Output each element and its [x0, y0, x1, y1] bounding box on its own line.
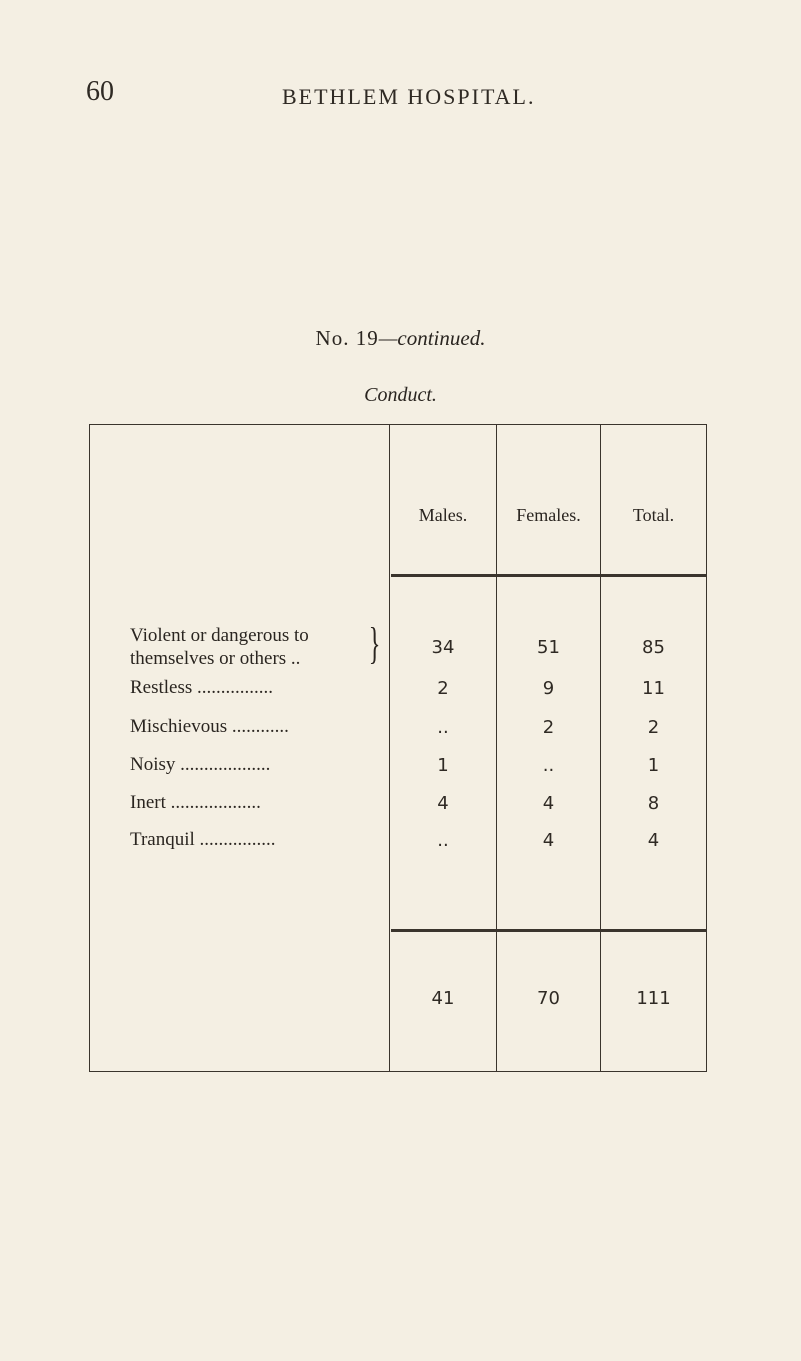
table-caption: Conduct.	[364, 384, 437, 406]
row-label-restless: Restless ................	[130, 677, 274, 698]
cell-males: ..	[437, 830, 449, 851]
row-label-violent	[130, 624, 309, 670]
table-frame-left	[89, 424, 90, 1072]
table-number-label: No. 19	[315, 326, 379, 350]
header-rule	[391, 574, 706, 577]
running-head: BETHLEM HOSPITAL.	[282, 84, 536, 109]
table-frame-top	[90, 424, 707, 425]
totals-rule	[391, 929, 706, 932]
cell-total: 4	[647, 830, 660, 851]
row-label-line: Violent or dangerous to	[130, 625, 309, 646]
cell-females: 51	[537, 637, 560, 658]
row-label-line: themselves or others ..	[130, 648, 301, 669]
cell-males: ..	[437, 717, 449, 738]
column-header-total: Total.	[632, 505, 675, 525]
cell-total: 1	[647, 755, 660, 776]
page-number: 60	[86, 76, 114, 107]
column-header-females: Females.	[516, 505, 581, 525]
table-frame-bottom	[90, 1071, 707, 1072]
total-females: 70	[537, 988, 560, 1009]
row-label-tranquil: Tranquil ................	[130, 829, 276, 850]
total-males: 41	[431, 988, 455, 1009]
cell-females: ..	[542, 755, 555, 776]
table-number	[0, 326, 801, 351]
cell-males: 4	[437, 793, 449, 814]
cell-males: 2	[437, 678, 449, 699]
column-header-males: Males.	[418, 505, 468, 525]
cell-females: 4	[542, 830, 555, 851]
right-brace-icon: }	[368, 619, 381, 668]
table-frame-right	[706, 424, 707, 1072]
cell-females: 4	[542, 793, 555, 814]
cell-females: 9	[542, 678, 555, 699]
cell-males: 34	[431, 637, 455, 658]
cell-total: 11	[642, 678, 665, 699]
cell-total: 2	[647, 717, 660, 738]
row-label-noisy: Noisy ...................	[130, 754, 271, 775]
total-all: 111	[636, 988, 671, 1009]
row-label-mischievous: Mischievous ............	[130, 716, 289, 737]
row-label-inert: Inert ...................	[130, 792, 261, 813]
cell-males: 1	[437, 755, 449, 776]
cell-females: 2	[542, 717, 555, 738]
cell-total: 8	[647, 793, 660, 814]
table-continued-label: —continued.	[378, 326, 486, 350]
cell-total: 85	[642, 637, 665, 658]
